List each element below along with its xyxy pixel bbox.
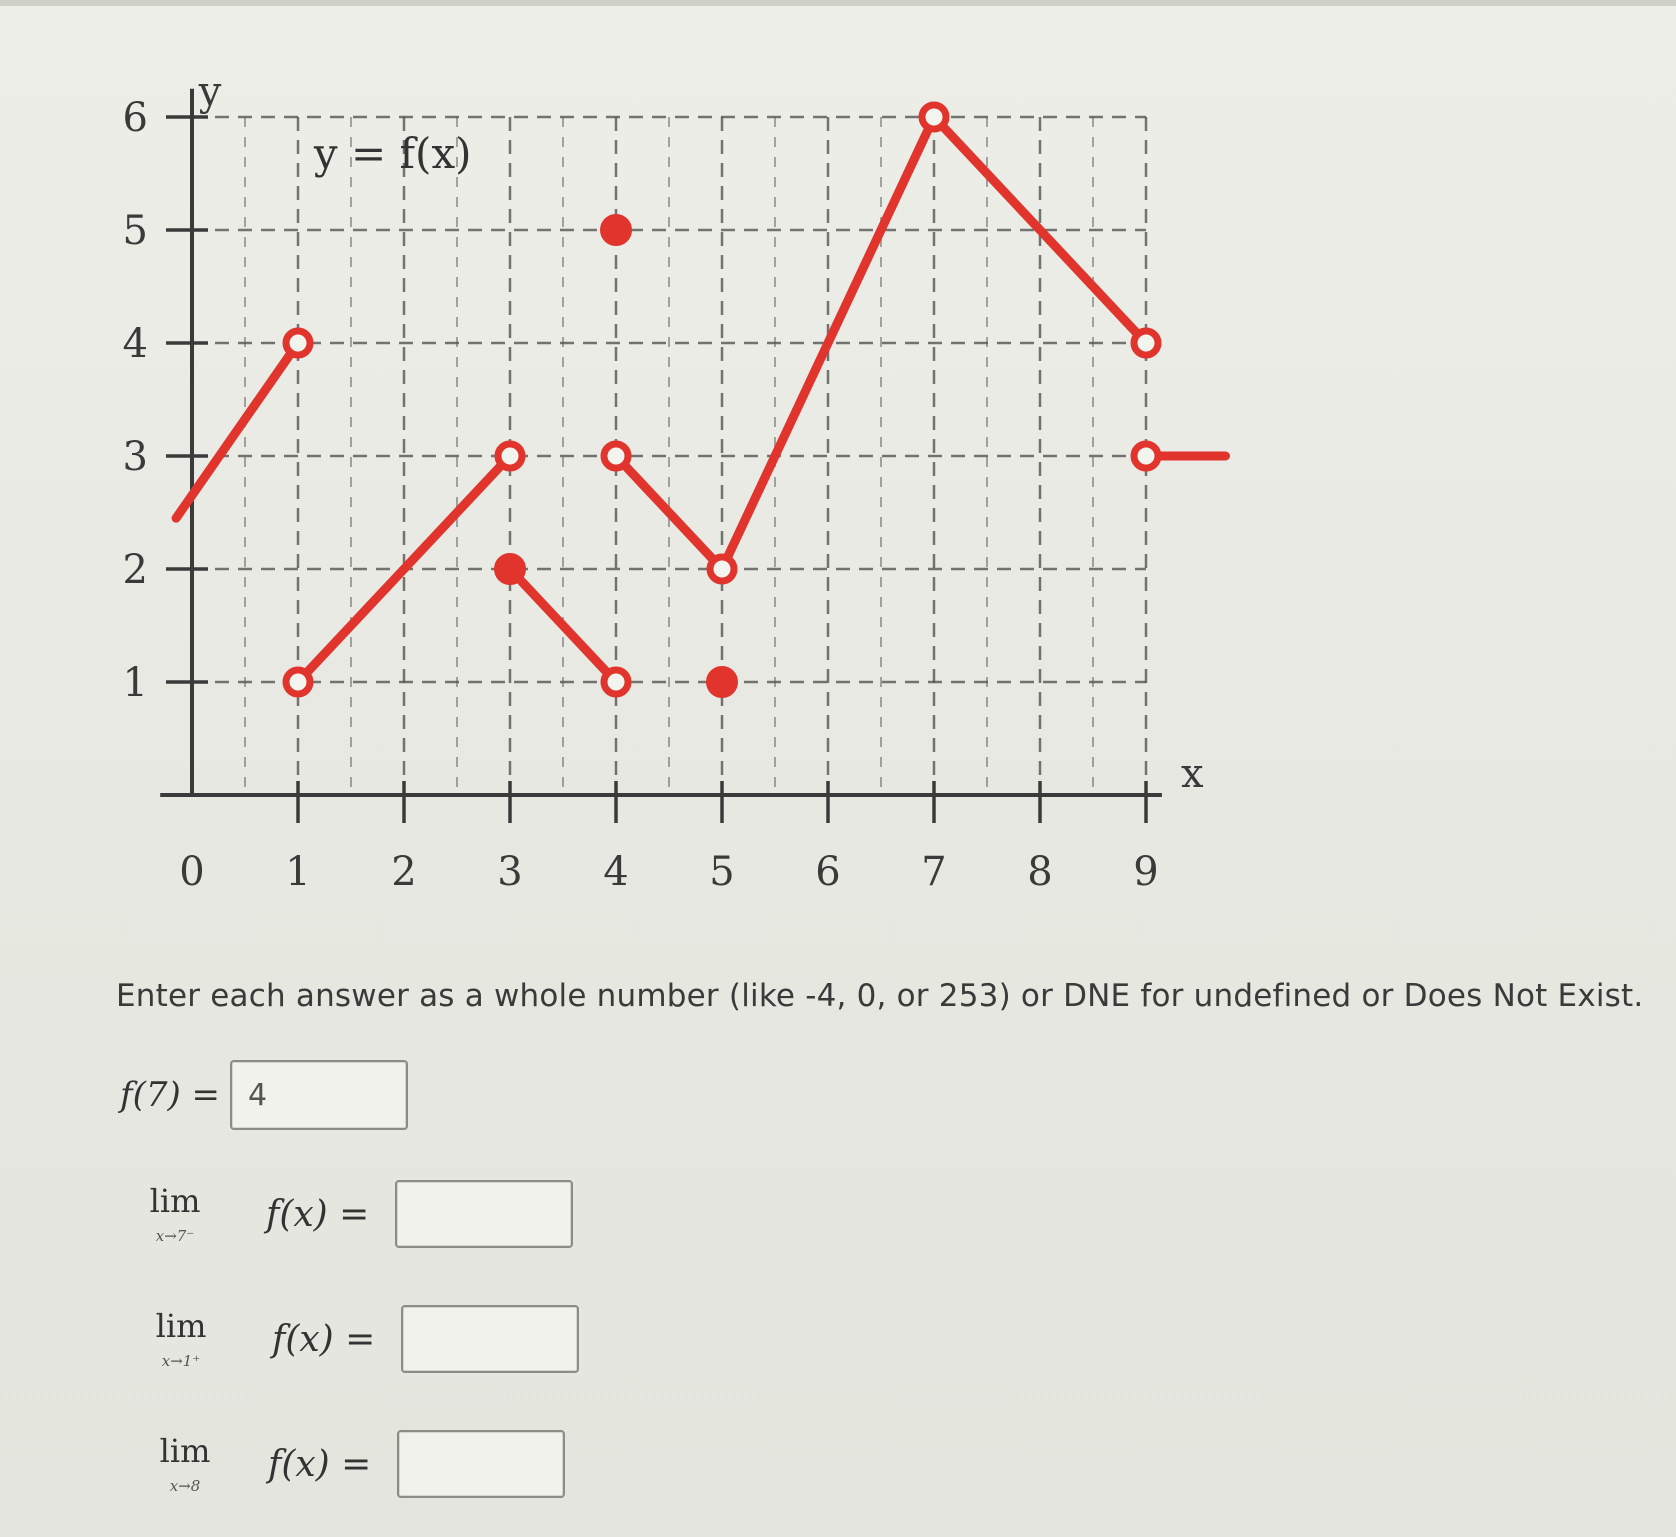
x-tick-label: 4 [603,849,629,895]
limit-operator [130,1183,220,1245]
x-axis-label: x [1181,751,1204,797]
limit-word: lim [149,1182,201,1220]
open-point [1134,331,1158,355]
answer-input-limit-right-1[interactable] [401,1305,579,1373]
question-f-of-7 [120,1060,408,1130]
question-expression: f(7) = [120,1075,221,1115]
x-tick-label: 8 [1027,849,1053,895]
answer-input-limit-8[interactable] [397,1430,565,1498]
open-point [710,557,734,581]
limit-operator [136,1308,226,1370]
open-point [604,670,628,694]
question-expression: f(x) = [268,1443,372,1485]
y-tick-label: 3 [122,434,148,480]
answer-input-limit-left-7[interactable] [395,1180,573,1248]
y-tick-label: 4 [122,321,148,367]
limit-operator [140,1433,230,1495]
question-limit-right-1 [136,1305,579,1373]
y-tick-label: 2 [122,547,148,593]
open-point [604,444,628,468]
closed-point [601,215,631,245]
curve-segment [176,343,298,518]
open-point [1134,444,1158,468]
x-tick-label: 6 [815,849,841,895]
limit-word: lim [159,1432,211,1470]
limit-subscript: x→7⁻ [155,1227,195,1245]
y-tick-label: 1 [122,660,148,706]
x-tick-label: 0 [179,849,205,895]
open-point [286,331,310,355]
x-tick-label: 7 [921,849,947,895]
closed-point [495,554,525,584]
question-expression: f(x) = [266,1193,370,1235]
open-point [498,444,522,468]
y-axis-label: y [198,69,222,115]
question-limit-8 [140,1430,565,1498]
limit-subscript: x→8 [169,1477,201,1495]
question-expression: f(x) = [272,1318,376,1360]
x-tick-label: 1 [285,849,311,895]
x-tick-label: 5 [709,849,735,895]
limit-word: lim [155,1307,207,1345]
curve [176,117,1225,682]
limit-subscript: x→1⁺ [161,1352,201,1370]
axis-labels [123,69,1204,895]
x-tick-label: 9 [1133,849,1159,895]
open-point [286,670,310,694]
x-tick-label: 3 [497,849,523,895]
y-tick-label: 6 [122,95,148,141]
closed-point [707,667,737,697]
answer-input-f-of-7[interactable] [230,1060,408,1130]
y-tick-label: 5 [122,208,148,254]
instructions-text: Enter each answer as a whole number (like -4, 0, or 253) or DNE for undefined or Does Not Exist. [116,978,1644,1014]
x-tick-label: 2 [391,849,417,895]
open-point [922,105,946,129]
grid-lines [192,117,1146,795]
question-limit-left-7 [130,1180,573,1248]
chart-title: y = f(x) [313,128,472,178]
